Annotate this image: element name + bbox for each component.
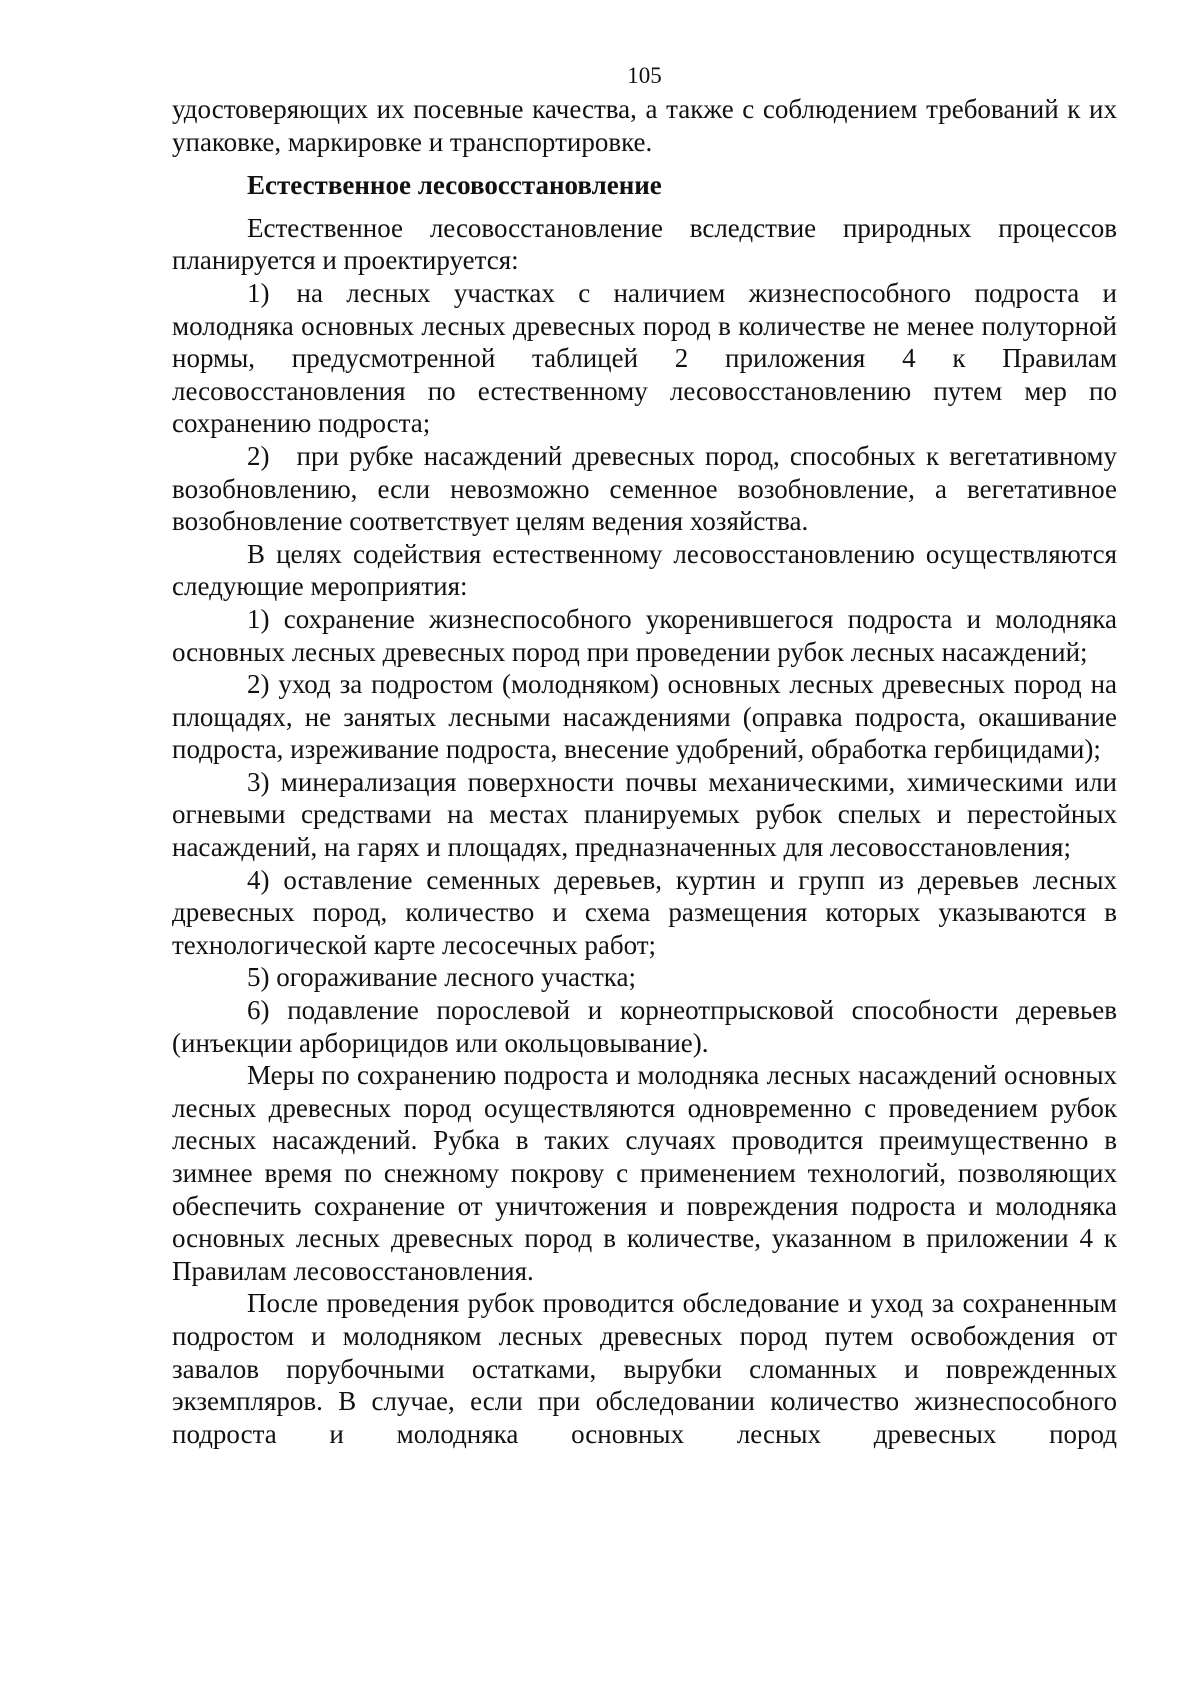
paragraph-measures-intro: В целях содействия естественному лесовосстановлению осуществляются следующие мероприятия:	[172, 538, 1117, 602]
paragraph-intro: Естественное лесовосстановление вследствие природных процессов планируется и проектируется:	[172, 212, 1117, 276]
measure-item-2: 2) уход за подростом (молодняком) основных лесных древесных пород на площадях, не занятых лесными насаждениями (оправка подроста, окашивание подроста, изреживание подроста, внесение удобрений, обработка гербицидами);	[172, 669, 1117, 765]
measure-item-5: 5) огораживание лесного участка;	[247, 962, 636, 993]
list-item-1: 1) на лесных участках с наличием жизнеспособного подроста и молодняка основных лесных древесных пород в количестве не менее полуторной нормы, предусмотренной таблицей 2 приложения 4 к Правилам лесовосстановления по естественному лесовосстановлению путем мер по сохранению подроста;	[172, 277, 1117, 439]
page-number: 105	[627, 63, 662, 88]
measure-item-6: 6) подавление порослевой и корнеотпрысковой способности деревьев (инъекции арборицидов или окольцовывание).	[172, 995, 1117, 1058]
measure-item-4: 4) оставление семенных деревьев, куртин и групп из деревьев лесных древесных пород, количество и схема размещения которых указываются в технологической карте лесосечных работ;	[172, 864, 1117, 960]
paragraph-continuation: удостоверяющих их посевные качества, а также с соблюдением требований к их упаковке, маркировке и транспортировке.	[172, 94, 1117, 157]
measure-item-1: 1) сохранение жизнеспособного укоренившегося подроста и молодняка основных лесных древесных пород при проведении рубок лесных насаждений;	[172, 603, 1117, 667]
paragraph-preservation: Меры по сохранению подроста и молодняка лесных насаждений основных лесных древесных пород осуществляются одновременно с проведением рубок лесных насаждений. Рубка в таких случаях проводится преимущественно в зимнее время по снежному покрову с применением технологий, позволяющих обеспечить сохранение от уничтожения и повреждения подроста и молодняка основных лесных древесных пород в количестве, указанном в приложении 4 к Правилам лесовосстановления.	[172, 1060, 1117, 1286]
document-page	[172, 62, 1117, 1450]
paragraph-after-felling: После проведения рубок проводится обследование и уход за сохраненным подростом и молодняком лесных древесных пород путем освобождения от завалов порубочными остатками, вырубки сломанных и поврежденных экземпляров. В случае, если при обследовании количество жизнеспособного подроста и молодняка основных лесных древесных пород	[172, 1288, 1117, 1449]
measure-item-3: 3) минерализация поверхности почвы механическими, химическими или огневыми средствами на местах планируемых рубок спелых и перестойных насаждений, на гарях и площадях, предназначенных для лесовосстановления;	[172, 766, 1117, 863]
section-heading: Естественное лесовосстановление	[247, 170, 662, 201]
list-item-2: 2) при рубке насаждений древесных пород, способных к вегетативному возобновлению, если невозможно семенное возобновление, а вегетативное возобновление соответствует целям ведения хозяйства.	[172, 440, 1117, 537]
